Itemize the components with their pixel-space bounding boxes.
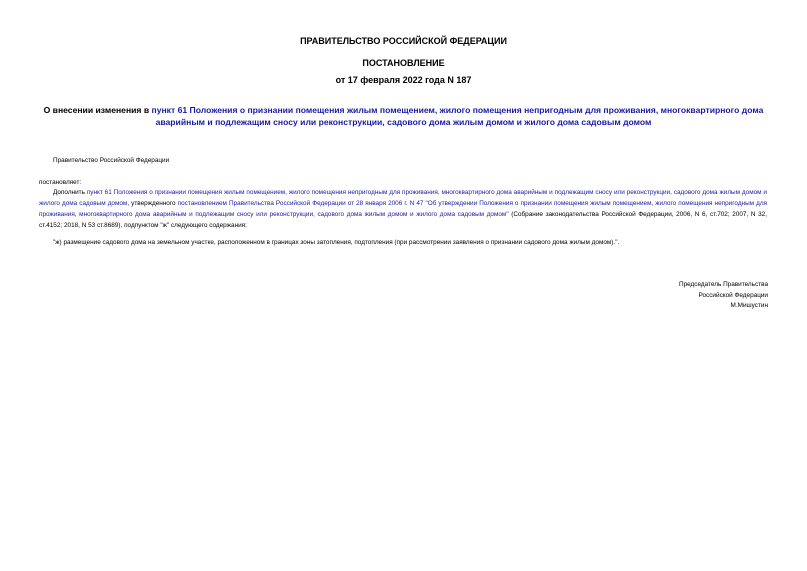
government-label: Правительство Российской Федерации xyxy=(53,157,170,164)
issuing-authority: ПРАВИТЕЛЬСТВО РОССИЙСКОЙ ФЕДЕРАЦИИ xyxy=(300,36,507,46)
document-date-number: от 17 февраля 2022 года N 187 xyxy=(335,75,472,85)
signatory-position-line1: Председатель Правительства xyxy=(679,281,768,288)
document-title xyxy=(40,104,767,128)
amendment-paragraph xyxy=(39,187,767,231)
document-type: ПОСТАНОВЛЕНИЕ xyxy=(362,58,445,68)
signatory-position-line2: Российской Федерации xyxy=(698,291,768,299)
title-link-paragraph-61[interactable]: пункт 61 Положения о признании помещения жилым помещением, жилого помещения непригодным для проживания, многоквартирного дома аварийным и подлежащим сносу или реконструкции, садового дома жилым домом и жилого дома садовым домом xyxy=(151,105,764,127)
para-start: Дополнить xyxy=(53,189,87,196)
para-end: (Собрание законодательства Российской Федерации, 2006, N 6, ст.702; 2007, N 32, ст.4152; 2018, N 53 ст.8689), подпунктом "ж" следующего содержания: xyxy=(39,211,767,229)
subparagraph-zh-text: "ж) размещение садового дома на земельном участке, расположенном в границах зоны затопления, подтопления (при рассмотрении заявления о признании садового дома жилым домом).". xyxy=(53,239,620,246)
para-mid: , утвержденного xyxy=(127,200,178,207)
signatory-name: М.Мишустин xyxy=(730,302,768,309)
link-paragraph-61[interactable]: пункт 61 Положения о признании помещения жилым помещением, жилого помещения непригодным для проживания, многоквартирного дома аварийным и подлежащим сносу или реконструкции, садового дома жилым домом и жилого дома садовым домом xyxy=(39,189,767,207)
resolves-label: постановляет: xyxy=(39,179,82,186)
signature-block xyxy=(679,280,768,312)
title-prefix: О внесении изменения в xyxy=(43,105,152,115)
link-resolution-47[interactable]: постановлением Правительства Российской Федерации от 28 января 2006 г. N 47 "Об утверждении Положения о признании помещения жилым помещением, жилого помещения непригодным для проживания, многоквартирного дома аварийным и подлежащим сносу или реконструкции, садового дома жилым домом и жилого дома садовым домом" xyxy=(39,200,768,218)
